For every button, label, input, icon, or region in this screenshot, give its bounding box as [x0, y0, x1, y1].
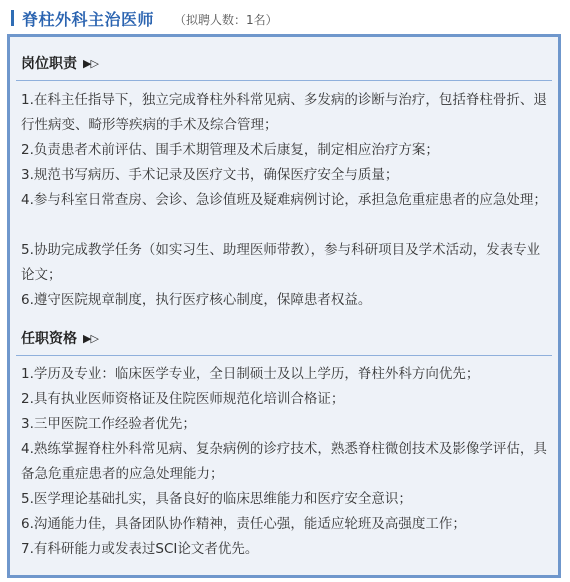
play-arrow-icon: ▶▷	[83, 332, 98, 345]
section-divider	[16, 355, 552, 356]
job-detail-panel	[7, 34, 561, 578]
qualification-item: 5.医学理论基础扎实，具备良好的临床思维能力和医疗安全意识；	[21, 491, 412, 507]
section-title-qualifications-text: 任职资格	[21, 331, 77, 347]
duty-item: 3.规范书写病历、手术记录及医疗文书，确保医疗安全与质量；	[21, 167, 399, 183]
section-title-duties-text: 岗位职责	[21, 56, 77, 72]
section-divider	[16, 80, 552, 81]
job-title: 脊柱外科主治医师	[22, 10, 155, 29]
section-title-duties	[21, 53, 98, 73]
qualification-item: 1.学历及专业：临床医学专业，全日制硕士及以上学历，脊柱外科方向优先；	[21, 366, 480, 382]
section-title-qualifications	[21, 328, 98, 348]
qualification-item: 3.三甲医院工作经验者优先；	[21, 416, 196, 432]
duty-item: 1.在科主任指导下，独立完成脊柱外科常见病、多发病的诊断与治疗，包括脊柱骨折、退行性病变、畸形等疾病的手术及综合管理；	[21, 92, 547, 133]
duty-item: 4.参与科室日常查房、会诊、急诊值班及疑难病例讨论，承担急危重症患者的应急处理；	[21, 192, 547, 208]
duty-item: 2.负责患者术前评估、围手术期管理及术后康复，制定相应治疗方案；	[21, 142, 439, 158]
qualification-item: 7.有科研能力或发表过SCI论文者优先。	[21, 541, 259, 557]
play-arrow-icon: ▶▷	[83, 57, 98, 70]
qualification-item: 4.熟练掌握脊柱外科常见病、复杂病例的诊疗技术，熟悉脊柱微创技术及影像学评估，具备急危重症患者的应急处理能力；	[21, 441, 547, 482]
duty-item: 6.遵守医院规章制度，执行医疗核心制度，保障患者权益。	[21, 292, 372, 308]
qualification-item: 6.沟通能力佳，具备团队协作精神，责任心强，能适应轮班及高强度工作；	[21, 516, 466, 532]
recruit-count: （拟聘人数：1名）	[174, 13, 278, 27]
header-accent-bar	[11, 10, 14, 26]
duty-item: 5.协助完成教学任务（如实习生、助理医师带教），参与科研项目及学术活动，发表专业论文；	[21, 242, 541, 283]
qualification-item: 2.具有执业医师资格证及住院医师规范化培训合格证；	[21, 391, 345, 407]
job-header	[0, 0, 570, 34]
